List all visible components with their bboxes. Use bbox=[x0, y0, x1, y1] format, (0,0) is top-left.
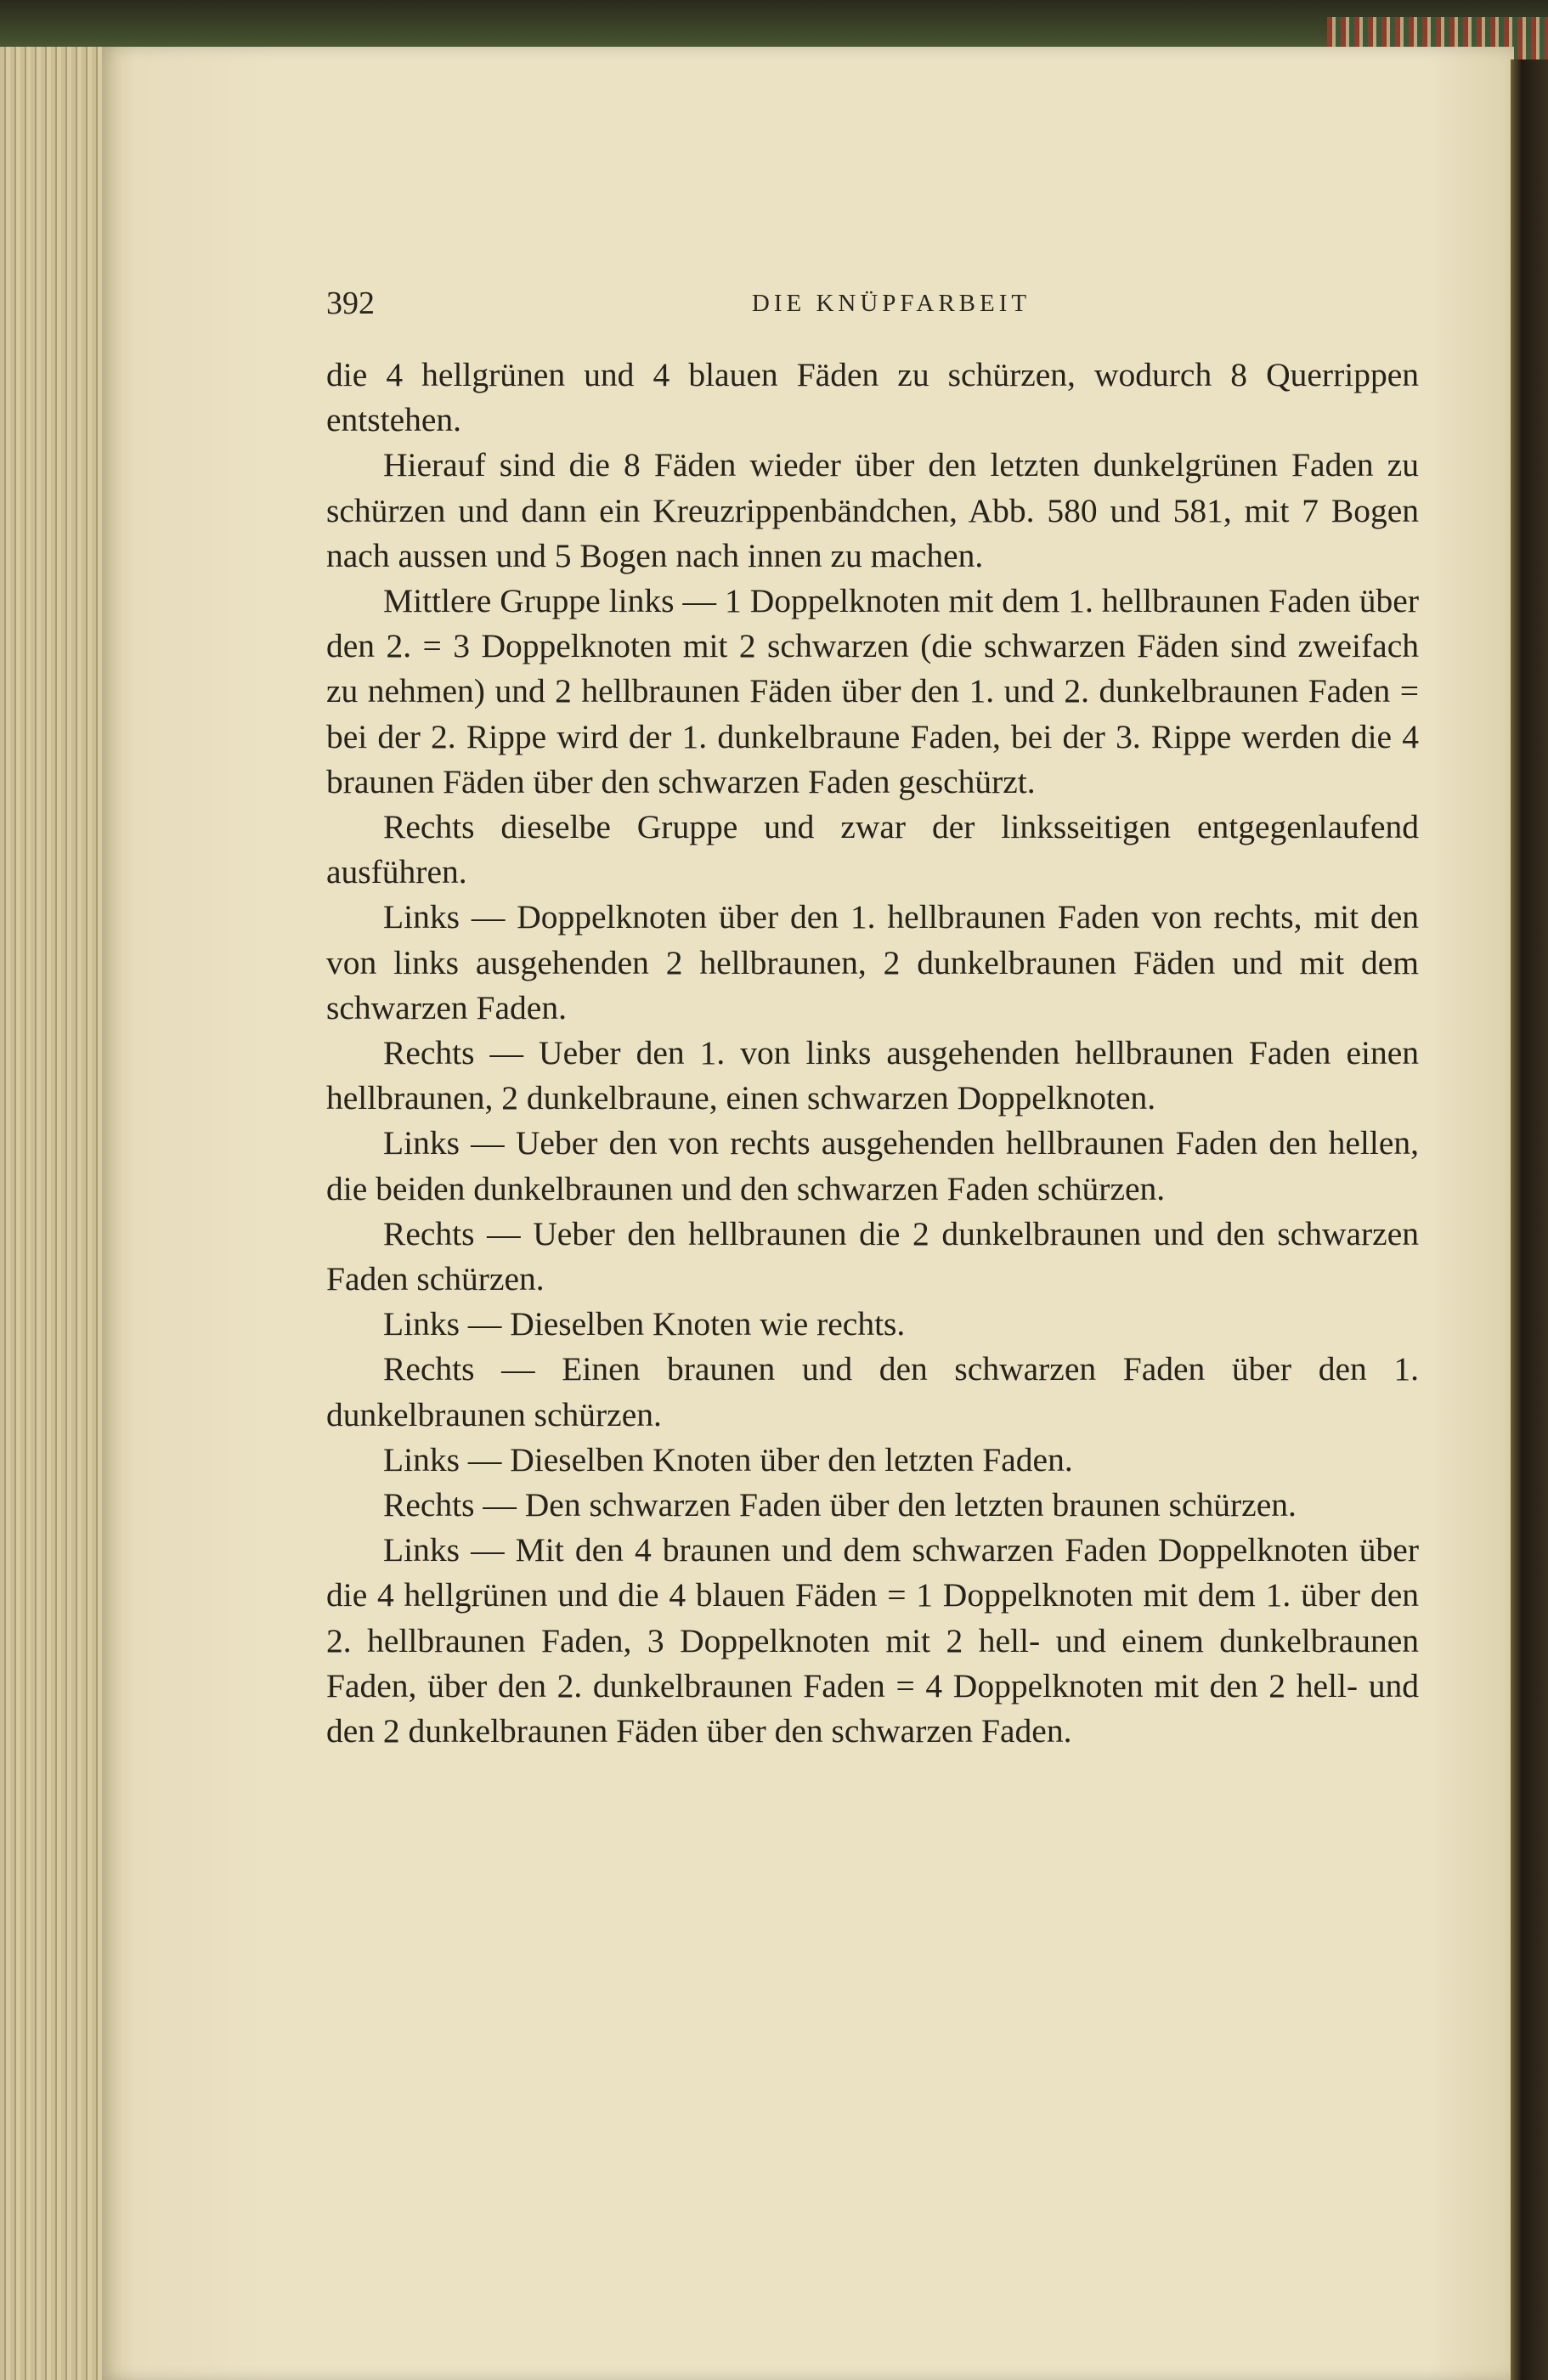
paragraph: Rechts dieselbe Gruppe und zwar der linksseitigen entgegenlaufend ausführen. bbox=[326, 808, 1419, 891]
page-header bbox=[326, 285, 1422, 327]
paragraph: die 4 hellgrünen und 4 blauen Fäden zu schürzen, wodurch 8 Querrippen entstehen. bbox=[326, 356, 1419, 439]
paragraph: Rechts — Ueber den hellbraunen die 2 dunkelbraunen und den schwarzen Faden schürzen. bbox=[326, 1214, 1419, 1298]
page-number: 392 bbox=[326, 285, 375, 321]
paragraph: Rechts — Ueber den 1. von links ausgehenden hellbraunen Faden einen hellbraunen, 2 dunkelbraune, einen schwarzen Doppelknoten. bbox=[326, 1034, 1419, 1117]
paragraph: Links — Ueber den von rechts ausgehenden hellbraunen Faden den hellen, die beiden dunkelbraunen und den schwarzen Faden schürzen. bbox=[326, 1124, 1419, 1207]
paragraph: Hierauf sind die 8 Fäden wieder über den letzten dunkelgrünen Faden zu schürzen und dann ein Kreuzrippenbändchen, Abb. 580 und 581, mit 7 Bogen nach aussen und 5 Bogen nach innen zu machen. bbox=[326, 446, 1419, 574]
paragraph: Links — Dieselben Knoten über den letzten Faden. bbox=[383, 1440, 1073, 1478]
paragraph: Links — Dieselben Knoten wie rechts. bbox=[383, 1305, 906, 1343]
body-text bbox=[326, 353, 1419, 1754]
page-edges bbox=[0, 47, 119, 2380]
paragraph: Mittlere Gruppe links — 1 Doppelknoten mit dem 1. hellbraunen Faden über den 2. = 3 Doppelknoten mit 2 schwarzen (die schwarzen Fäden sind zweifach zu nehmen) und 2 hellbraunen Fäden über den 1. und 2. dunkelbraunen Faden = bei der 2. Rippe wird der 1. dunkelbraune Faden, bei der 3. Rippe werden die 4 braunen Fäden über den schwarzen Faden geschürzt. bbox=[326, 582, 1419, 800]
paragraph: Links — Doppelknoten über den 1. hellbraunen Faden von rechts, mit den von links ausgehenden 2 hellbraunen, 2 dunkelbraunen Fäden und mit dem schwarzen Faden. bbox=[326, 898, 1419, 1026]
paragraph: Rechts — Den schwarzen Faden über den letzten braunen schürzen. bbox=[383, 1486, 1297, 1524]
running-title: DIE KNÜPFARBEIT bbox=[751, 290, 1031, 317]
paragraph: Rechts — Einen braunen und den schwarzen Faden über den 1. dunkelbraunen schürzen. bbox=[326, 1350, 1419, 1433]
paragraph: Links — Mit den 4 braunen und dem schwarzen Faden Doppelknoten über die 4 hellgrünen und die 4 blauen Fäden = 1 Doppelknoten mit dem 1. über den 2. hellbraunen Faden, 3 Doppelknoten mit 2 hell- und einem dunkelbraunen Faden, über den 2. dunkelbraunen Faden = 4 Doppelknoten mit den 2 hell- und den 2 dunkelbraunen Fäden über den schwarzen Faden. bbox=[326, 1531, 1419, 1750]
book-binding-edge bbox=[1511, 59, 1548, 2380]
